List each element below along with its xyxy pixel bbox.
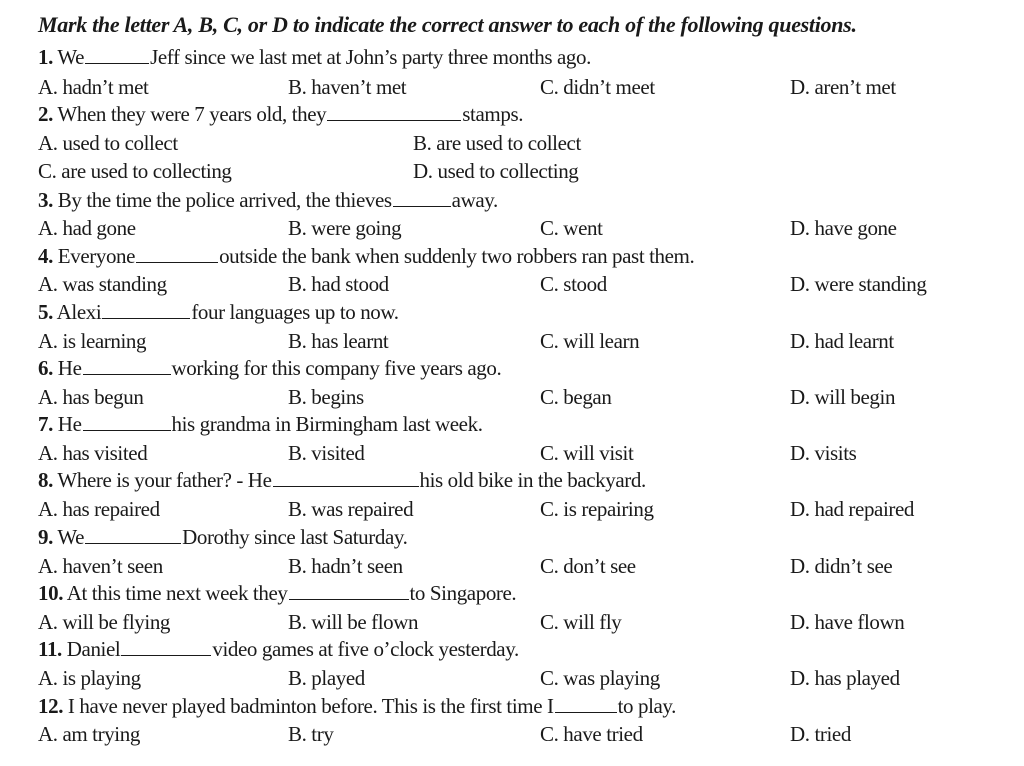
option-d[interactable]: D. used to collecting [413,159,579,183]
option-d[interactable]: D. will begin [790,385,896,409]
option-b[interactable]: B. haven’t met [288,75,407,99]
option-b[interactable]: B. was repaired [288,497,414,521]
answer-blank [289,581,409,600]
answer-blank [136,244,218,263]
answer-blank [83,412,171,431]
option-b[interactable]: B. begins [288,385,364,409]
option-d[interactable]: D. didn’t see [790,554,893,578]
question-text-before: I have never played badminton before. This is the first time I [63,694,554,718]
option-d[interactable]: D. had repaired [790,497,915,521]
answer-blank [85,525,181,544]
question-8 [38,468,646,492]
option-a[interactable]: A. had gone [38,216,136,240]
question-number: 7. [38,412,53,436]
option-a[interactable]: A. has begun [38,385,144,409]
option-b[interactable]: B. has learnt [288,329,389,353]
option-c[interactable]: C. didn’t meet [540,75,655,99]
question-text-before: By the time the police arrived, the thieves [52,188,392,212]
option-a[interactable]: A. haven’t seen [38,554,163,578]
option-d[interactable]: D. has played [790,666,900,690]
question-number: 12. [38,694,64,718]
option-c[interactable]: C. began [540,385,612,409]
option-b[interactable]: B. try [288,722,334,746]
question-text-after: Jeff since we last met at John’s party three months ago. [150,45,591,69]
option-d[interactable]: D. had learnt [790,329,894,353]
option-c[interactable]: C. don’t see [540,554,636,578]
question-number: 11. [38,637,62,661]
option-c[interactable]: C. have tried [540,722,643,746]
question-number: 2. [38,102,53,126]
option-a[interactable]: A. am trying [38,722,140,746]
answer-blank [85,45,149,64]
question-text-after: his grandma in Birmingham last week. [171,412,483,436]
option-c[interactable]: C. stood [540,272,607,296]
option-b[interactable]: B. played [288,666,365,690]
answer-blank [273,468,419,487]
question-text-after: working for this company five years ago. [171,356,502,380]
instruction-heading: Mark the letter A, B, C, or D to indicate the correct answer to each of the following questions. [38,12,857,37]
question-7 [38,412,483,436]
question-text-before: Alexi [52,300,102,324]
question-text-before: We [52,525,85,549]
option-d[interactable]: D. were standing [790,272,927,296]
option-b[interactable]: B. were going [288,216,402,240]
option-d[interactable]: D. have flown [790,610,905,634]
question-number: 6. [38,356,53,380]
question-text-after: Dorothy since last Saturday. [182,525,408,549]
answer-blank [393,188,451,207]
question-number: 10. [38,581,64,605]
question-text-after: stamps. [462,102,524,126]
question-text-before: Daniel [61,637,121,661]
option-b[interactable]: B. had stood [288,272,389,296]
question-11 [38,637,519,661]
question-text-before: We [52,45,85,69]
answer-blank [102,300,190,319]
question-number: 4. [38,244,53,268]
option-a[interactable]: A. used to collect [38,131,178,155]
question-10 [38,581,516,605]
question-5 [38,300,399,324]
question-text-after: to play. [617,694,677,718]
question-text-after: four languages up to now. [191,300,399,324]
question-2 [38,102,523,126]
answer-blank [327,102,461,121]
option-c[interactable]: C. is repairing [540,497,654,521]
option-a[interactable]: A. has visited [38,441,148,465]
question-number: 1. [38,45,53,69]
option-a[interactable]: A. was standing [38,272,167,296]
option-b[interactable]: B. will be flown [288,610,419,634]
question-12 [38,694,676,718]
answer-blank [121,637,211,656]
option-b[interactable]: B. are used to collect [413,131,581,155]
option-d[interactable]: D. aren’t met [790,75,896,99]
option-a[interactable]: A. hadn’t met [38,75,149,99]
question-text-before: Where is your father? - He [52,468,272,492]
question-3 [38,188,498,212]
question-text-before: Everyone [52,244,136,268]
question-number: 5. [38,300,53,324]
question-text-after: away. [451,188,498,212]
question-9 [38,525,407,549]
question-text-before: At this time next week they [63,581,288,605]
option-c[interactable]: C. was playing [540,666,660,690]
option-c[interactable]: C. will visit [540,441,634,465]
question-text-after: video games at five o’clock yesterday. [212,637,519,661]
question-number: 8. [38,468,53,492]
question-number: 9. [38,525,53,549]
question-1 [38,45,591,69]
answer-blank [83,356,171,375]
option-a[interactable]: A. has repaired [38,497,160,521]
option-d[interactable]: D. tried [790,722,851,746]
question-number: 3. [38,188,53,212]
option-a[interactable]: A. is playing [38,666,141,690]
question-6 [38,356,501,380]
option-b[interactable]: B. visited [288,441,365,465]
answer-blank [555,694,617,713]
option-a[interactable]: A. is learning [38,329,147,353]
question-text-before: When they were 7 years old, they [52,102,327,126]
option-b[interactable]: B. hadn’t seen [288,554,403,578]
question-4 [38,244,694,268]
question-text-before: He [52,356,82,380]
question-text-before: He [52,412,82,436]
option-c[interactable]: C. will fly [540,610,622,634]
option-c[interactable]: C. will learn [540,329,640,353]
option-c[interactable]: C. went [540,216,603,240]
option-d[interactable]: D. visits [790,441,857,465]
option-c[interactable]: C. are used to collecting [38,159,232,183]
question-text-after: his old bike in the backyard. [419,468,646,492]
option-d[interactable]: D. have gone [790,216,897,240]
question-text-after: to Singapore. [409,581,517,605]
question-text-after: outside the bank when suddenly two robbers ran past them. [219,244,695,268]
option-a[interactable]: A. will be flying [38,610,171,634]
